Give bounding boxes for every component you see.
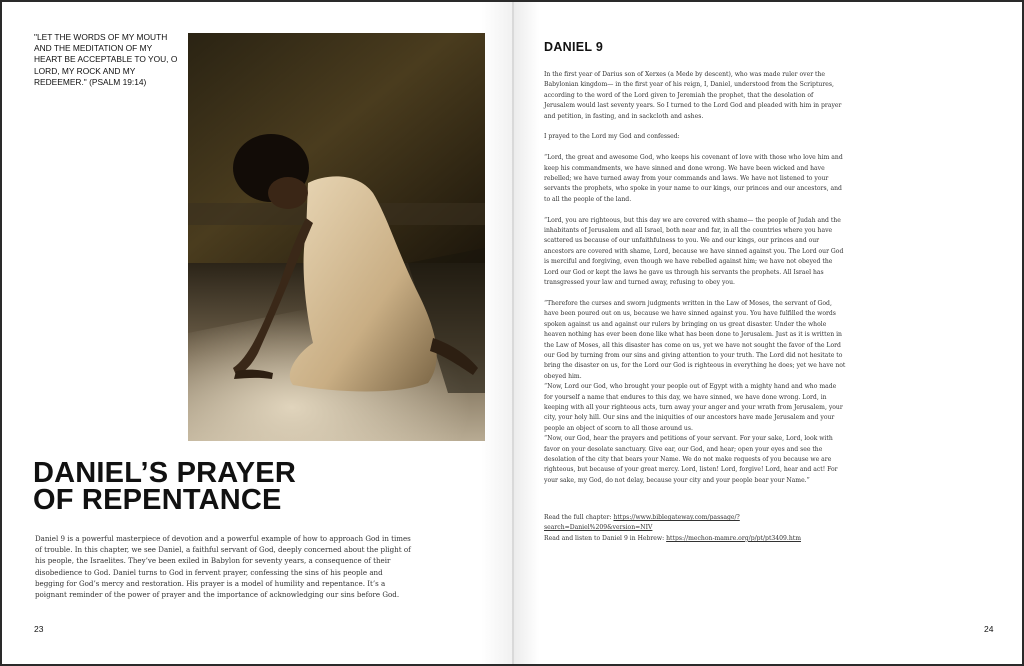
biblegateway-link[interactable]: https://www.biblegateway.com/passage/?search=Daniel%209&version=NIV	[544, 514, 740, 532]
scripture-paragraph: “Lord, you are righteous, but this day we are covered with shame— the people of Judah and the inhabitants of Jerusalem and all Israel, both near and far, in all the countries where you have scattered us because of our unfaithfulness to you. We and our kings, our princes and our ancestors are covered with shame, Lord, because we have sinned against you. The Lord our God is merciful and forgiving, even though we have rebelled against him; we have not obeyed the Lord our God or kept the laws he gave us through his servants the prophets. All Israel has transgressed your law and turned away, refusing to obey you.	[544, 216, 844, 287]
article-title	[33, 457, 413, 516]
kneeling-woman-image	[188, 33, 485, 441]
page-number-left: 23	[34, 624, 44, 634]
title-line-1: DANIEL’S PRAYER	[33, 457, 296, 489]
page-number-right: 24	[984, 624, 994, 634]
scripture-paragraph: “Now, our God, hear the prayers and petitions of your servant. For your sake, Lord, look with favor on your desolate sanctuary. Give ear, our God, and hear; open your eyes and see the desolation of the city that bears your Name. We do not make requests of you because we are righteous, but because of your great mercy. Lord, listen! Lord, forgive! Lord, hear and act! For your sake, my God, do not delay, because your city and your people bear your Name.”	[544, 435, 838, 484]
hebrew-line	[544, 534, 844, 544]
prayer-photo	[188, 33, 485, 441]
scripture-paragraph: “Lord, the great and awesome God, who keeps his covenant of love with those who love him and keep his commandments, we have sinned and done wrong. We have been wicked and have rebelled; we have turned away from your commands and laws. We have not listened to your servants the prophets, who spoke in your name to our kings, our princes and our ancestors, and to all the people of the land.	[544, 154, 843, 203]
psalm-quote: "LET THE WORDS OF MY MOUTH AND THE MEDITATION OF MY HEART BE ACCEPTABLE TO YOU, O LORD, MY ROCK AND MY REDEEMER." (PSALM 19:14)	[34, 32, 178, 87]
chapter-title: DANIEL 9	[544, 40, 604, 54]
reference-links	[544, 513, 844, 544]
scripture-paragraph: I prayed to the Lord my God and confessed:	[544, 133, 680, 141]
scripture-paragraph: In the first year of Darius son of Xerxes (a Mede by descent), who was made ruler over the Babylonian kingdom— in the first year of his reign, I, Daniel, understood from the Scriptures, according to the word of the Lord given to Jeremiah the prophet, that the desolation of Jerusalem would last seventy years. So I turned to the Lord God and pleaded with him in prayer and petition, in fasting, and in sackcloth and ashes.	[544, 71, 842, 120]
title-line-2: OF REPENTANCE	[33, 484, 282, 516]
scripture-paragraph: “Therefore the curses and sworn judgments written in the Law of Moses, the servant of God, have been poured out on us, because we have sinned against you. You have fulfilled the words spoken against us and against our rulers by bringing on us great disaster. Under the whole heaven nothing has ever been done like what has been done to Jerusalem. Just as it is written in the Law of Moses, all this disaster has come on us, yet we have not sought the favor of the Lord our God by turning from our sins and giving attention to your truth. The Lord did not hesitate to bring the disaster on us, for the Lord our God is righteous in everything he does; yet we have not obeyed him.	[544, 299, 846, 380]
full-chapter-line	[544, 513, 844, 534]
full-chapter-label: Read the full chapter:	[544, 514, 614, 521]
right-page	[514, 2, 1022, 664]
left-page	[2, 2, 512, 664]
hebrew-label: Read and listen to Daniel 9 in Hebrew:	[544, 534, 667, 542]
mechon-mamre-link[interactable]: https://mechon-mamre.org/p/pt/pt3409.htm	[666, 534, 801, 542]
scripture-body	[544, 70, 846, 486]
scripture-paragraph: “Now, Lord our God, who brought your people out of Egypt with a mighty hand and who made for yourself a name that endures to this day, we have sinned, we have done wrong. Lord, in keeping with all your righteous acts, turn away your anger and your wrath from Jerusalem, your city, your holy hill. Our sins and the iniquities of our ancestors have made Jerusalem and your people an object of scorn to all those around us.	[544, 383, 843, 432]
magazine-spread	[2, 2, 1022, 664]
intro-paragraph: Daniel 9 is a powerful masterpiece of devotion and a powerful example of how to approach God in times of trouble. In this chapter, we see Daniel, a faithful servant of God, deeply concerned about the plight of his people, the Israelites. They’ve been exiled in Babylon for seventy years, a consequence of their disobedience to God. Daniel turns to God in fervent prayer, confessing the sins of his people and begging for God’s mercy and restoration. His prayer is a model of humility and repentance. It’s a poignant reminder of the power of prayer and the importance of acknowledging our sins before God.	[35, 534, 411, 600]
